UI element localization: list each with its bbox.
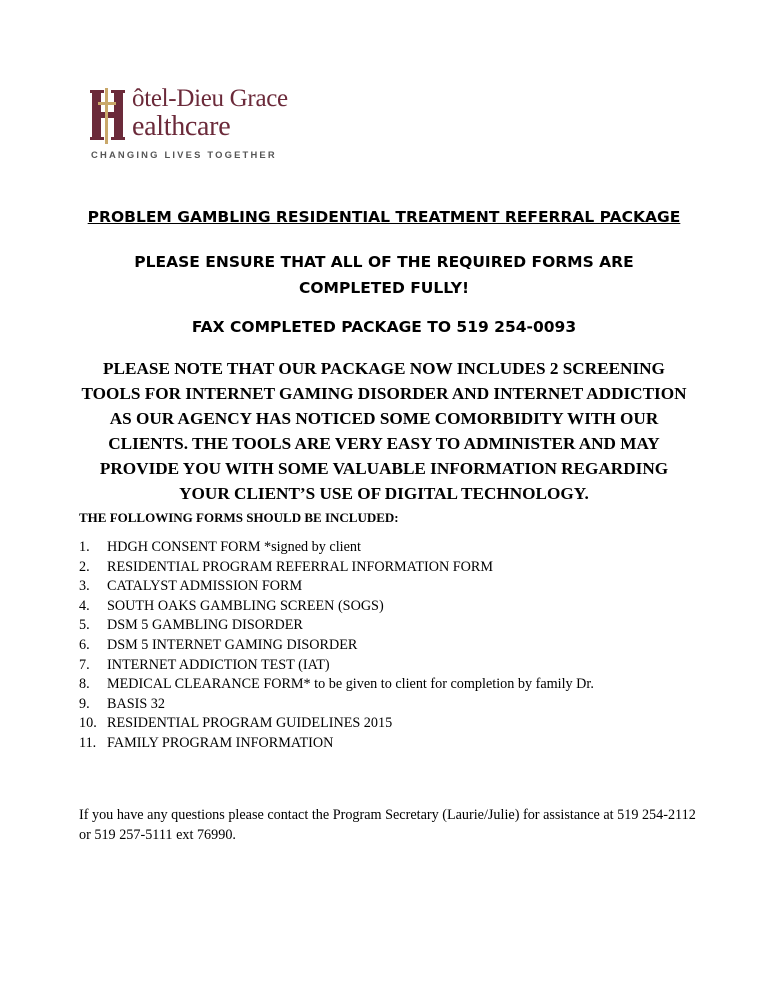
list-item-number: 3. [79, 578, 90, 595]
hdgh-logo-mark [90, 88, 134, 144]
list-item-text: MEDICAL CLEARANCE FORM* to be given to client for completion by family Dr. [107, 676, 594, 693]
list-item-text: RESIDENTIAL PROGRAM REFERRAL INFORMATION FORM [107, 558, 493, 575]
hdgh-logo [90, 84, 290, 164]
logo-name-line1: ôtel-Dieu Grace [132, 85, 288, 112]
list-item-text: RESIDENTIAL PROGRAM GUIDELINES 2015 [107, 715, 393, 732]
list-item-text: DSM 5 INTERNET GAMING DISORDER [107, 636, 358, 653]
list-item [79, 538, 594, 558]
logo-name-line2: ealthcare [132, 111, 231, 142]
list-item-number: 7. [79, 656, 90, 673]
list-item [79, 597, 594, 617]
list-item-text: HDGH CONSENT FORM *signed by client [107, 539, 361, 555]
list-item [79, 577, 594, 597]
list-item-number: 11. [79, 734, 97, 751]
list-item [79, 616, 594, 636]
list-item-number: 9. [79, 695, 90, 712]
list-item-number: 8. [79, 676, 90, 693]
fax-notice: FAX COMPLETED PACKAGE TO 519 254-0093 [191, 318, 577, 336]
logo-tagline: CHANGING LIVES TOGETHER [91, 149, 277, 160]
contact-paragraph: If you have any questions please contact the Program Secretary (Laurie/Julie) for assistance at 519 254-2112 or 519 257-5111 ext 76990. [79, 807, 696, 843]
list-item [79, 675, 594, 695]
list-item [79, 558, 594, 578]
list-item-text: FAMILY PROGRAM INFORMATION [107, 734, 334, 751]
list-item [79, 714, 594, 734]
list-item-text: BASIS 32 [107, 695, 165, 712]
forms-list [79, 538, 594, 754]
list-item-number: 4. [79, 597, 90, 614]
forms-heading: THE FOLLOWING FORMS SHOULD BE INCLUDED: [79, 510, 399, 525]
list-item [79, 695, 594, 715]
list-item-number: 1. [79, 539, 90, 555]
list-item-text: INTERNET ADDICTION TEST (IAT) [107, 656, 330, 673]
list-item [79, 636, 594, 656]
screening-tools-notice: PLEASE NOTE THAT OUR PACKAGE NOW INCLUDES 2 SCREENING TOOLS FOR INTERNET GAMING DISORDER AND INTERNET ADDICTION AS OUR AGENCY HAS NOTICED SOME COMORBIDITY WITH OUR CLIENTS. THE TOOLS ARE VERY EASY TO ADMINISTER AND MAY PROVIDE YOU WITH SOME VALUABLE INFORMATION REGARDING YOUR CLIENT’S USE OF DIGITAL TECHNOLOGY. [81, 359, 687, 503]
list-item-text: SOUTH OAKS GAMBLING SCREEN (SOGS) [107, 597, 384, 614]
list-item-number: 5. [79, 617, 90, 634]
list-item-number: 10. [79, 715, 97, 732]
document-title: PROBLEM GAMBLING RESIDENTIAL TREATMENT REFERRAL PACKAGE [87, 208, 681, 226]
list-item [79, 656, 594, 676]
list-item-text: CATALYST ADMISSION FORM [107, 578, 303, 595]
ensure-notice: PLEASE ENSURE THAT ALL OF THE REQUIRED FORMS ARE COMPLETED FULLY! [134, 253, 634, 297]
list-item [79, 734, 594, 754]
list-item-number: 6. [79, 636, 90, 653]
list-item-text: DSM 5 GAMBLING DISORDER [107, 617, 303, 634]
list-item-number: 2. [79, 558, 90, 575]
